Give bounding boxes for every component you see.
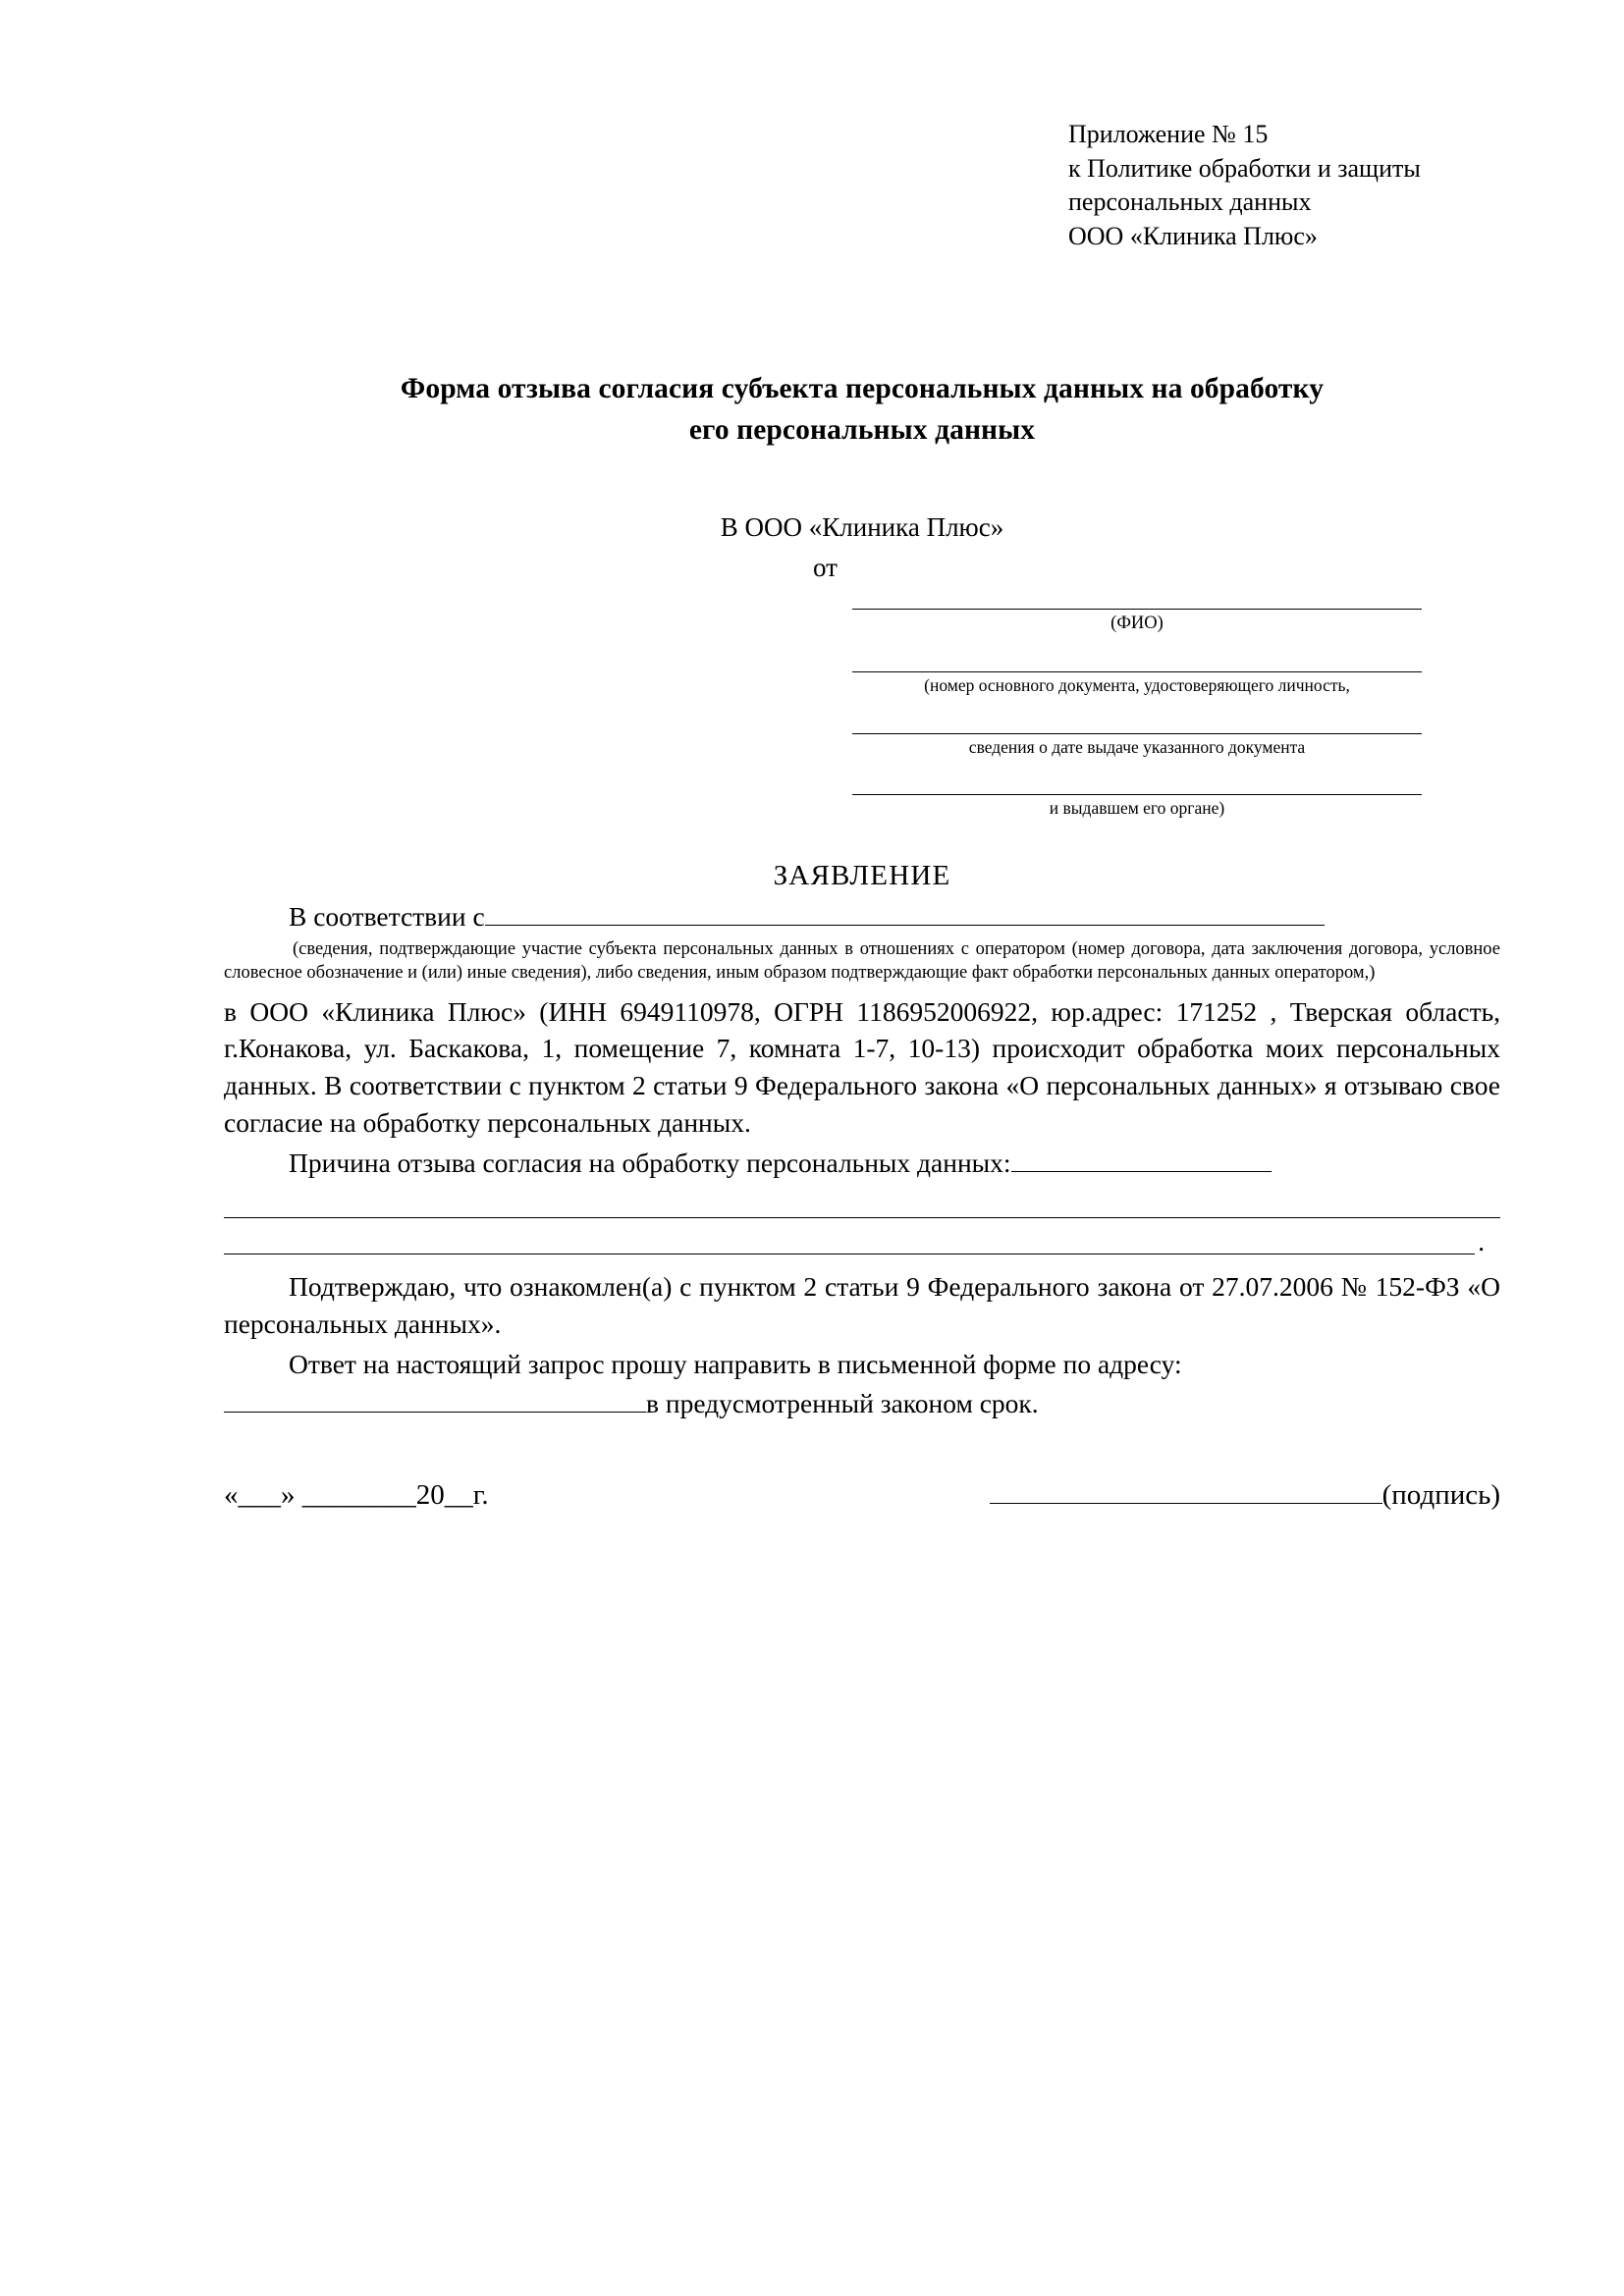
document-date-field[interactable] [852,708,1422,734]
signature-caption: (подпись) [1381,1478,1500,1511]
reason-field-1[interactable] [1011,1171,1272,1172]
answer-paragraph: Ответ на настоящий запрос прошу направить в письменной форме по адресу: [289,1349,1182,1380]
appendix-line-4: ООО «Клиника Плюс» [1068,221,1318,250]
reason-field-3[interactable] [224,1218,1485,1257]
document-organ-field[interactable] [852,769,1422,795]
reason-field-2[interactable] [224,1182,1500,1218]
answer-address-field[interactable] [224,1412,646,1413]
appendix-header [1068,118,1500,253]
signature-area [685,1479,1500,1512]
signature-row [224,1479,1500,1512]
in-accordance-field[interactable] [485,925,1325,926]
document-organ-caption: и выдавшем его органе) [1049,798,1225,819]
addressee-from-label: от [813,553,838,583]
confirm-paragraph: Подтверждаю, что ознакомлен(а) с пунктом 2 статьи 9 Федерального закона от 27.07.2006 № 152-ФЗ «О персональных данных». [224,1271,1500,1339]
document-number-caption: (номер основного документа, удостоверяющего личность, [924,675,1350,696]
page-title [224,369,1500,452]
fio-caption: (ФИО) [1110,614,1164,634]
reason-end-dot: . [1478,1227,1485,1257]
appendix-line-1: Приложение № 15 [1068,120,1269,148]
appendix-line-3: персональных данных [1068,187,1312,217]
addressee-fields [852,583,1422,821]
statement-body: в ООО «Клиника Плюс» (ИНН 6949110978, ОГРН 1186952006922, юр.адрес: 171252 , Тверская область, г.Конакова, ул. Баскакова, 1, помещение 7, комната 1-7, 10-13) происходит обработка моих персональных данных. В соответствии с пунктом 2 статьи 9 Федерального закона «О персональных данных» я отзываю свое согласие на обработку персональных данных. [224,995,1500,1138]
fio-field[interactable] [852,583,1422,610]
statement-fineprint-text: (сведения, подтверждающие участие субъекта персональных данных в отношениях с оператором (номер договора, дата заключения договора, условное словесное обозначение и (или) иные сведения), либо сведения, иным образом подтверждающие факт обработки персональных данных оператором,) [224,938,1500,984]
document-number-field[interactable] [852,646,1422,672]
appendix-line-2: к Политике обработки и защиты [1068,153,1421,183]
statement-heading: ЗАЯВЛЕНИЕ [773,859,951,891]
document-date-caption: сведения о дате выдаче указанного документа [968,736,1306,757]
document-content [224,118,1500,1512]
in-accordance-row [224,898,1500,935]
signature-field[interactable] [990,1503,1382,1504]
answer-address-row [224,1385,1500,1422]
in-accordance-label: В соответствии с [289,900,485,932]
answer-tail: в предусмотренный законом срок. [646,1388,1039,1419]
statement-fineprint [224,937,1500,986]
page-title-line-1: Форма отзыва согласия субъекта персональных данных на обработку [400,373,1325,405]
addressee-to: В ООО «Клиника Плюс» [720,512,1004,543]
page-title-line-2: его персональных данных [688,414,1036,447]
date-line[interactable]: «___» ________20__г. [224,1478,489,1511]
reason-label: Причина отзыва согласия на обработку персональных данных: [289,1148,1011,1179]
reason-row [224,1145,1500,1182]
